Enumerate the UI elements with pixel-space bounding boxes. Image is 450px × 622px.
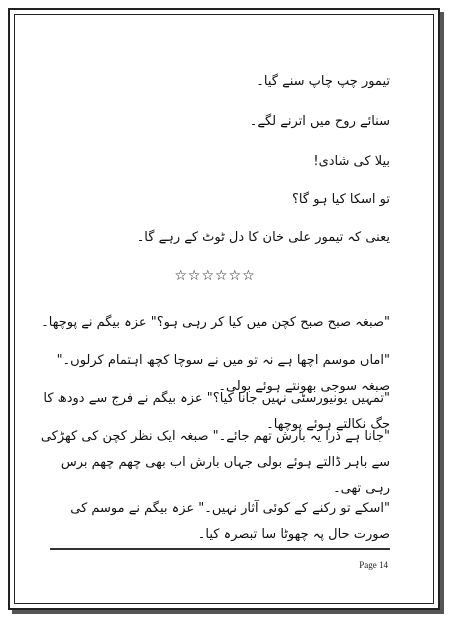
- text-line: سنائے روح میں اترنے لگے۔: [249, 114, 390, 129]
- paragraph: "اماں موسم اچھا ہے نہ تو میں نے سوچا کچھ اہتمام کرلوں۔" صبغہ سوجی بھونتے ہوئے بولی۔: [56, 353, 390, 394]
- paragraph: "صبغہ صبح صبح کچن میں کیا کر رہی ہو؟" عزہ بیگم نے پوچھا۔: [41, 315, 390, 330]
- section-separator: ☆☆☆☆☆☆: [174, 268, 256, 284]
- paragraph: "اسکے تو رکنے کے کوئی آثار نہیں۔" عزہ بیگم نے موسم کی صورت حال پہ چھوٹا سا تبصرہ کیا۔: [70, 501, 390, 542]
- footer-rule: [50, 548, 390, 550]
- text-line: تو اسکا کیا ہو گا؟: [292, 192, 390, 207]
- paragraph: "جانا ہے ذرا یہ بارش تھم جائے۔" صبغہ ایک نظر کچن کی کھڑکی سے باہر ڈالتے ہوئے بولی جہاں بارش اب بھی چھم چھم برس رہی تھی۔: [40, 429, 390, 496]
- paragraph: "تمہیں یونیورسٹی نہیں جانا کیا؟" عزہ بیگم نے فرج سے دودھ کا جگ نکالتے ہوئے پوچھا۔: [43, 391, 390, 432]
- text-line: یعنی کہ تیمور علی خان کا دل ٹوٹ کے رہے گا۔: [136, 230, 390, 245]
- page-number: Page 14: [359, 560, 388, 570]
- text-line: تیمور چپ چاپ سنے گیا۔: [256, 74, 390, 89]
- text-line: بیلا کی شادی!: [313, 154, 390, 169]
